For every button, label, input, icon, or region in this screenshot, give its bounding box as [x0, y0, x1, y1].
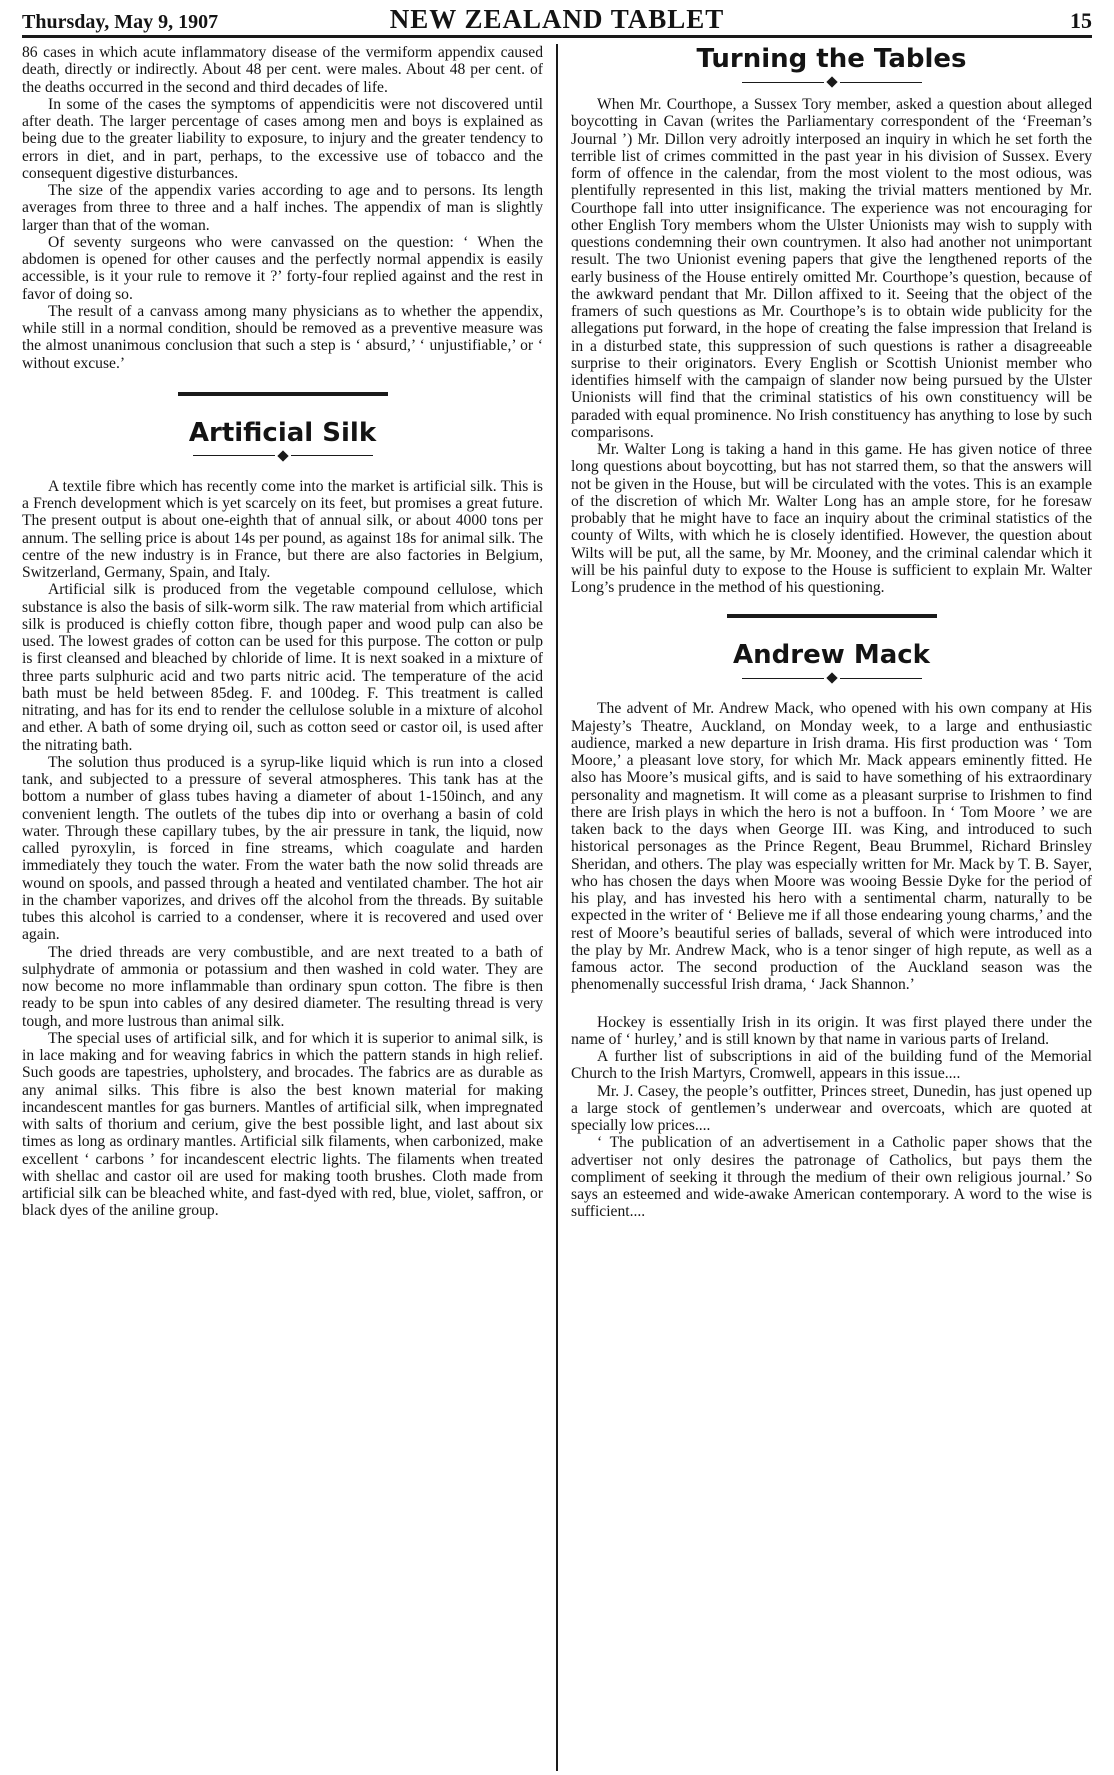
diamond-icon: [826, 673, 837, 684]
ornament-divider: [22, 452, 543, 460]
artificial-silk-paragraph: A textile fibre which has recently come into the market is artificial silk. This is a French development which is yet scarcely on its feet, but promises a great future. The present output is about one-eighth that of annual silk, or about 4000 tons per annum. The selling price is about 14s per pound, as against 18s for animal silk. The centre of the new industry is in France, but there are also factories in Belgium, Switzerland, Germany, Spain, and Italy.: [22, 477, 543, 581]
note-paragraph: ‘ The publication of an advertisement in a Catholic paper shows that the advertiser not only desires the patronage of Catholics, but pays them the compliment of seeking it through the medium of their own religious journal.’ So says an esteemed and wide-awake American contemporary. A word to the wise is sufficient....: [571, 1134, 1092, 1221]
column-rule: [556, 44, 558, 1771]
turning-the-tables-paragraph: When Mr. Courthope, a Sussex Tory member, asked a question about alleged boycotting in Cavan (writes the Parliamentary correspondent of the ‘Freeman’s Journal ’) Mr. Dillon very adroitly interposed an inquiry in which he set forth the terrible list of crimes committed in the past year in his division of Sussex. Every form of offence in the calendar, from the most violent to the most odious, was plentifully represented in this list, making the trivial matters mentioned by Mr. Courthope fall into utter insignificance. The experience was not encouraging for other English Tory members whom the Ulster Unionists may wish to supply with questions condemning their own countrymen. It also had another not unimportant result. The two Unionist evening papers that give the lengthened reports of the early business of the House entirely omitted Mr. Courthope’s question, because of the awkward pendant that Mr. Dillon affixed to it. Seeing that the object of the framers of such questions as Mr. Courthope’s is to obtain wide publicity for the allegations put forward, in the hope of creating the false impression that Ireland is in a disturbed state, this suppression of such questions is rather a disagreeable surprise to their originators. Every English or Scottish Unionist member who identifies himself with the campaign of slander now being pursued by the Ulster Unionists will find that the criminal statistics of his own constituency will be paraded with equal prominence. No Irish constituency has anything to lose by such comparisons.: [571, 96, 1092, 441]
section-title-artificial-silk: Artificial Silk: [188, 417, 377, 448]
artificial-silk-paragraph: The solution thus produced is a syrup-like liquid which is run into a closed tank, and subjected to a pressure of several atmospheres. This tank has at the bottom a number of glass tubes having a diameter of about 1-150inch, and any convenient length. The outlets of the tubes dip into or overhang a basin of cold water. Through these capillary tubes, by the air pressure in tank, the liquid, now called pyroxylin, is forced in fine streams, which coagulate and harden immediately they touch the water. From the water bath the now solid threads are wound on spools, and passed through a heated and ventilated chamber. The hot air in the chamber vaporizes, and drives off the alcohol from the threads. By suitable tubes this alcohol is carried to a condenser, where it is recovered and used over again.: [22, 753, 543, 944]
section-title-andrew-mack: Andrew Mack: [733, 640, 930, 671]
appendix-paragraph: The result of a canvass among many physicians as to whether the appendix, while still in a normal condition, should be removed as a preventive measure was the almost unanimous conclusion that such a step is ‘ absurd,’ ‘ unjustifiable,’ or ‘ without excuse.’: [22, 302, 543, 372]
diamond-icon: [826, 76, 837, 87]
newspaper-title: NEW ZEALAND TABLET: [389, 4, 725, 34]
appendix-paragraph: The size of the appendix varies according to age and to persons. Its length averages from three to three and a half inches. The appendix of man is slightly larger than that of the woman.: [22, 182, 543, 234]
appendix-paragraph: 86 cases in which acute inflammatory disease of the vermiform appendix caused death, directly or indirectly. About 48 per cent. were males. About 48 per cent. of the deaths occurred in the second and third decades of life.: [22, 44, 543, 96]
left-column: [22, 44, 543, 1771]
note-paragraph: Hockey is essentially Irish in its origin. It was first played there under the name of ‘ hurley,’ and is still known by that name in various parts of Ireland.: [571, 1013, 1092, 1048]
issue-date: Thursday, May 9, 1907: [22, 11, 219, 33]
masthead: [22, 0, 1092, 38]
diamond-icon: [277, 450, 288, 461]
appendix-paragraph: In some of the cases the symptoms of appendicitis were not discovered until after death. The larger percentage of cases among men and boys is explained as being due to the greater liability to exposure, to injury and the greater tendency to errors in diet, and in part, perhaps, to the excessive use of tobacco and the consequent digestive disturbances.: [22, 95, 543, 182]
ornament-divider: [571, 674, 1092, 682]
artificial-silk-paragraph: The special uses of artificial silk, and for which it is superior to animal silk, is in lace making and for weaving fabrics in which the pattern stands in high relief. Such goods are tapestries, upholstery, and brocades. The fabrics are as durable as any animal silks. This fibre is also the best known material for making incandescent mantles for gas burners. Mantles of artificial silk, when impregnated with salts of thorium and cerium, give the best possible light, and last about six times as long as ordinary mantles. Artificial silk filaments, when carbonized, make excellent ‘ carbons ’ for incandescent electric lights. The filaments when treated with shellac and castor oil are used for making tooth brushes. Cloth made from artificial silk can be bleached white, and fast-dyed with red, blue, violet, saffron, or black dyes of the aniline group.: [22, 1029, 543, 1220]
right-column: [571, 44, 1092, 1771]
note-paragraph: A further list of subscriptions in aid of the building fund of the Memorial Church to the Irish Martyrs, Cromwell, appears in this issue....: [571, 1048, 1092, 1083]
artificial-silk-paragraph: The dried threads are very combustible, and are next treated to a bath of sulphydrate of ammonia or potassium and then washed in cold water. They are now become no more inflammable than ordinary spun cotton. The fibre is then ready to be spun into cables of any desired diameter. The resulting thread is very tough, and more lustrous than animal silk.: [22, 943, 543, 1030]
turning-the-tables-header: [571, 44, 1092, 86]
ornament-divider: [571, 78, 1092, 86]
appendix-paragraph: Of seventy surgeons who were canvassed on the question: ‘ When the abdomen is opened for other causes and the perfectly normal appendix is easily accessible, is it your rule to remove it ?’ forty-four replied against and the rest in favor of doing so.: [22, 233, 543, 303]
andrew-mack-header: [571, 614, 1092, 682]
section-rule: [178, 392, 388, 396]
artificial-silk-paragraph: Artificial silk is produced from the vegetable compound cellulose, which substance is also the basis of silk-worm silk. The raw material from which artificial silk is produced is chiefly cotton fibre, though paper and wood pulp can also be used. The lowest grades of cotton can be used for this purpose. The cotton or pulp is first cleansed and bleached by chloride of lime. It is next soaked in a mixture of three parts sulphuric acid and two parts nitric acid. The temperature of the acid bath must be held between 85deg. F. and 100deg. F. This treatment is called nitrating, and has for its end to render the cellulose soluble in a mixture of alcohol and ether. A bath of some drying oil, such as cotton seed or castor oil, is used after the nitrating bath.: [22, 581, 543, 754]
columns: [22, 44, 1092, 1771]
note-paragraph: Mr. J. Casey, the people’s outfitter, Princes street, Dunedin, has just opened up a large stock of gentlemen’s underwear and overcoats, which are quoted at specially low prices....: [571, 1082, 1092, 1134]
page-number: 15: [1070, 8, 1092, 33]
section-title-turning-the-tables: Turning the Tables: [696, 44, 967, 74]
andrew-mack-paragraph: The advent of Mr. Andrew Mack, who opened with his own company at His Majesty’s Theatre, Auckland, on Monday week, to a large and enthusiastic audience, marked a new departure in Irish drama. His first production was ‘ Tom Moore,’ a pleasant love story, for which Mr. Mack appears eminently fitted. He also has Moore’s musical gifts, and is said to have something of his extraordinary personality and magnetism. It will come as a pleasant surprise to Irishmen to find there are Irish plays in which the hero is not a buffoon. In ‘ Tom Moore ’ we are taken back to the days when George III. was King, and introduced to such historical personages as the Prince Regent, Beau Brummel, Richard Brinsley Sheridan, and others. The play was especially written for Mr. Mack by T. B. Sayer, who has chosen the days when Moore was wooing Bessie Dyke for the period of his play, and has invested his hero with a sentimental charm, naturally to be expected in the writer of ‘ Believe me if all those endearing young charms,’ and the rest of Moore’s beautiful series of ballads, several of which were introduced into the play by Mr. Andrew Mack, who is a tenor singer of high repute, as well as a famous actor. The second production of the Auckland season was the phenomenally successful Irish drama, ‘ Jack Shannon.’: [571, 700, 1092, 994]
section-rule: [727, 614, 937, 618]
artificial-silk-header: [22, 392, 543, 460]
notes-spacer: [571, 994, 1092, 1014]
turning-the-tables-paragraph: Mr. Walter Long is taking a hand in this game. He has given notice of three long questions about boycotting, but has not starred them, so that the answers will not be given in the House, but will be circulated with the votes. This is an example of the discretion of which Mr. Walter Long has an ample store, for he foresaw probably that he might have to face an inquiry about the criminal statistics of the county of Wilts, with which he is closely identified. However, the question about Wilts will be put, all the same, by Mr. Mooney, and the criminal calendar which it will be his painful duty to expose to the House is sufficient to explain Mr. Walter Long’s prudence in the method of his questioning.: [571, 441, 1092, 596]
